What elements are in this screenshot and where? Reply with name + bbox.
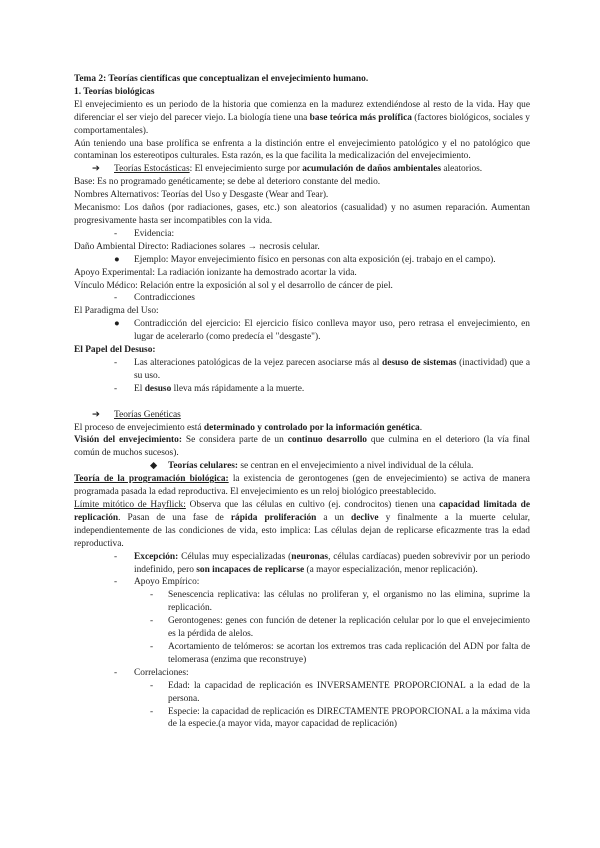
genetic-item [74, 409, 530, 422]
arrow-bullet: ➔ [92, 164, 100, 175]
evidence-item: - Evidencia: [114, 228, 175, 239]
correlations-item: - Correlaciones: [114, 667, 189, 678]
stochastic-item: ➔ Teorías Estocásticas: El envejecimiento surge por acumulación de daños ambientales aleatorios. [92, 164, 483, 175]
intro-paragraph-2: Aún teniendo una base prolífica se enfrenta a la distinción entre el envejecimiento patológico y el no patológico que contaminan los estereotipos culturales. Esta razón, es la que facilita la medicalización del envejecimiento. [74, 138, 530, 162]
stochastic-heading: Teorías Estocásticas [114, 164, 190, 175]
correlation-subitem: - Edad: la capacidad de replicación es INVERSAMENTE PROPORCIONAL a la edad de la persona. [150, 680, 530, 704]
evidence-medical: Vínculo Médico: Relación entre la exposición al sol y el desarrollo de cáncer de piel. [74, 280, 393, 291]
genetic-intro: El proceso de envejecimiento está determinado y controlado por la información genética. [74, 422, 423, 433]
doc-title: Tema 2: Teorías científicas que conceptualizan el envejecimiento humano. [74, 74, 369, 84]
correlation-subitem: - Especie: la capacidad de replicación es DIRECTAMENTE PROPORCIONAL a la máxima vida de la especie.(a mayor vida, mayor capacidad de replicación) [150, 706, 530, 730]
intro-paragraph: El envejecimiento es un periodo de la historia que comienza en la madurez extendiéndose al resto de la vida. Hay que diferenciar el ser viejo del parecer viejo. La biología tiene una base teórica más prolífica (factores biológicos, sociales y comportamentales). [74, 99, 530, 136]
support-subitem: - Acortamiento de telómeros: se acortan los extremos tras cada replicación del ADN por falta de telomerasa (enzima que reconstruye) [150, 641, 530, 665]
biological-programming: Teoría de la programación biológica: la existencia de gerontogenes (gen de envejecimiento) se activa de manera programada pasada la edad reproductiva. El envejecimiento es un reloj biológico preestablecido. [74, 474, 530, 498]
genetic-heading: Teorías Genéticas [114, 409, 181, 420]
genetic-vision: Visión del envejecimiento: Se considera parte de un continuo desarrollo que culmina en el deterioro (la vía final común de muchos sucesos). [74, 435, 530, 459]
stochastic-base: Base: Es no programado genéticamente; se debe al deterioro constante del medio. [74, 177, 381, 188]
stochastic-mechanism: Mecanismo: Los daños (por radiaciones, gases, etc.) son aleatorios (casualidad) y no asumen reparación. Aumentan progresivamente hasta ser incompatibles con la vida. [74, 203, 530, 226]
empirical-support-item: - Apoyo Empírico: [114, 577, 200, 588]
disuse-item: - El desuso lleva más rápidamente a la muerte. [114, 383, 305, 394]
support-subitem: - Gerontogenes: genes con función de detener la replicación celular por lo que el envejecimiento es la pérdida de alelos. [150, 616, 530, 640]
disuse-item: - Las alteraciones patológicas de la vejez parecen asociarse más al desuso de sistemas (inactividad) que a su uso. [114, 357, 530, 381]
evidence-example: ● Ejemplo: Mayor envejecimiento físico en personas con alta exposición (ej. trabajo en el campo). [114, 254, 496, 265]
paradigm-item: ● Contradicción del ejercicio: El ejercicio físico conlleva mayor uso, pero retrasa el envejecimiento, en lugar de acelerarlo (como predecía el "desgaste"). [114, 319, 530, 343]
section-heading: 1. Teorías biológicas [74, 86, 155, 97]
support-subitem: - Senescencia replicativa: las células no proliferan y, el organismo no las elimina, suprime la replicación. [150, 590, 530, 614]
hayflick-limit: Límite mitótico de Hayflick: Observa que las células en cultivo (ej. condrocitos) tienen una capacidad limitada de replicación. Pasan de una fase de rápida proliferación a un declive y finalmente a la muerte celular, independientemente de las condiciones de vida, esto implica: Las células dejan de replicarse eficazmente tras la edad reproductiva. [74, 500, 531, 549]
evidence-experimental: Apoyo Experimental: La radiación ionizante ha demostrado acortar la vida. [74, 267, 357, 278]
paradigm-label: El Paradigma del Uso: [74, 306, 159, 317]
exception-item: - Excepción: Células muy especializadas (neuronas, células cardíacas) pueden sobrevivir por un periodo indefinido, pero son incapaces de replicarse (a mayor especialización, menor replicación). [114, 551, 530, 575]
stochastic-names: Nombres Alternativos: Teorías del Uso y Desgaste (Wear and Tear). [74, 190, 329, 201]
evidence-direct: Daño Ambiental Directo: Radiaciones solares → necrosis celular. [74, 241, 320, 252]
cellular-theories-item: ◆ Teorías celulares: se centran en el envejecimiento a nivel individual de la célula. [150, 461, 474, 472]
arrow-bullet: ➔ [92, 409, 100, 420]
contradictions-item: - Contradicciones [114, 293, 195, 304]
disuse-heading: El Papel del Desuso: [74, 345, 156, 356]
